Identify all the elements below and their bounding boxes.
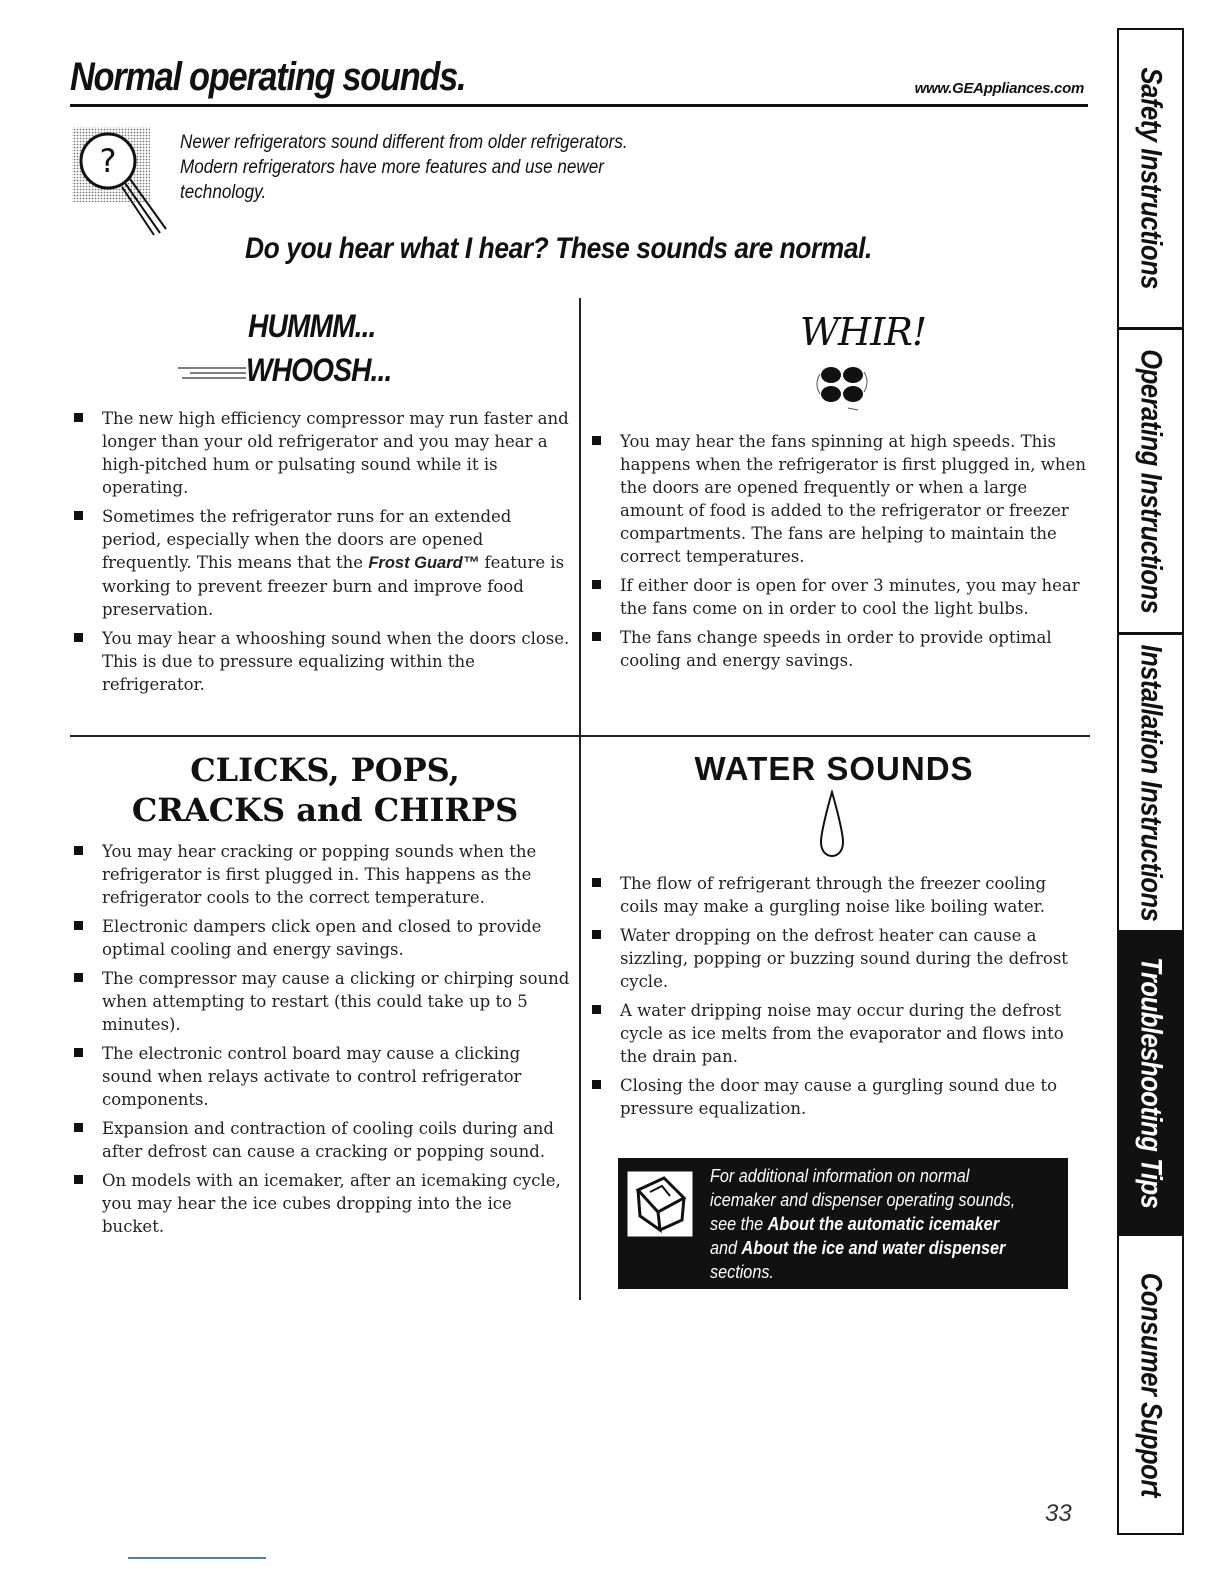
list-item: The new high efficiency compressor may run faster and longer than your old refrigerator and you may hear a high-pitched hum or pulsating sound while it is operating. [70, 407, 575, 499]
intro-line: Newer refrigerators sound different from older refrigerators. [180, 132, 628, 153]
list-item: Water dropping on the defrost heater can cause a sizzling, popping or buzzing sound during the defrost cycle. [588, 924, 1088, 993]
clicks-section [70, 840, 570, 1244]
info-note-box [618, 1158, 1068, 1289]
whoosh-title: WHOOSH... [246, 352, 392, 388]
tab-safety-instructions[interactable]: Safety Instructions [1119, 30, 1182, 330]
question-bubble-icon [70, 125, 180, 240]
water-section [588, 872, 1088, 1126]
list-item: The flow of refrigerant through the freezer cooling coils may make a gurgling noise like boiling water. [588, 872, 1088, 918]
list-item: Electronic dampers click open and closed to provide optimal cooling and energy savings. [70, 915, 570, 961]
water-drop-icon [818, 790, 846, 858]
subheading: Do you hear what I hear? These sounds are normal. [245, 232, 872, 265]
row-divider [70, 735, 1090, 737]
tab-installation-instructions[interactable]: Installation Instructions [1119, 635, 1182, 933]
icemaker-section-ref: About the automatic icemaker [767, 1214, 999, 1234]
list-item: You may hear a whooshing sound when the doors close. This is due to pressure equalizing within the refrigerator. [70, 627, 575, 696]
list-item: A water dripping noise may occur during the defrost cycle as ice melts from the evaporator and flows into the drain pan. [588, 999, 1088, 1068]
page-number: 33 [1045, 1500, 1072, 1527]
list-item: The compressor may cause a clicking or chirping sound when attempting to restart (this could take up to 5 minutes). [70, 967, 570, 1036]
intro-line: Modern refrigerators have more features and use newer [180, 157, 604, 178]
website-link[interactable]: www.GEAppliances.com [914, 80, 1084, 97]
intro-line: technology. [180, 182, 267, 203]
hum-title: HUMMM... [248, 308, 376, 344]
icemaker-icon [624, 1168, 696, 1240]
clicks-title: CLICKS, POPS, CRACKS and CHIRPS [131, 751, 519, 829]
dispenser-section-ref: About the ice and water dispenser [741, 1238, 1006, 1258]
list-item: Sometimes the refrigerator runs for an extended period, especially when the doors are opened frequently. This means that the Frost Guard™ feature is working to prevent freezer burn and improve food preservation. [70, 505, 575, 621]
footer-line [128, 1557, 266, 1559]
list-item: You may hear cracking or popping sounds when the refrigerator is first plugged in. This happens as the refrigerator cools to the correct temperature. [70, 840, 570, 909]
tab-consumer-support[interactable]: Consumer Support [1134, 1272, 1168, 1497]
tab-operating-instructions[interactable]: Operating Instructions [1119, 330, 1182, 635]
info-note-text: For additional information on normal icemaker and dispenser operating sounds, see the About the automatic icemaker and About the ice and water dispenser sections. [710, 1166, 1016, 1282]
svg-text:?: ? [99, 142, 117, 180]
whir-section [588, 430, 1088, 678]
water-sounds-title: WATER SOUNDS [694, 750, 974, 787]
intro-text [180, 130, 648, 205]
whir-title: WHIR! [800, 310, 927, 354]
hum-section [70, 407, 575, 702]
side-tab-nav [1117, 28, 1184, 1535]
header-divider [70, 104, 1088, 107]
whoosh-lines-icon [178, 365, 248, 379]
list-item: You may hear the fans spinning at high speeds. This happens when the refrigerator is first plugged in, when the doors are opened frequently or when a large amount of food is added to the refrigerator or freezer compartments. The fans are helping to maintain the correct temperatures. [588, 430, 1088, 568]
frost-guard-term: Frost Guard™ [368, 554, 480, 572]
list-item: The fans change speeds in order to provide optimal cooling and energy savings. [588, 626, 1088, 672]
list-item: The electronic control board may cause a clicking sound when relays activate to control refrigerator components. [70, 1042, 570, 1111]
list-item: On models with an icemaker, after an icemaking cycle, you may hear the ice cubes dropping into the ice bucket. [70, 1169, 570, 1238]
list-item: Expansion and contraction of cooling coils during and after defrost can cause a cracking or popping sound. [70, 1117, 570, 1163]
page-title: Normal operating sounds. [70, 55, 466, 99]
list-item: If either door is open for over 3 minutes, you may hear the fans come on in order to cool the light bulbs. [588, 574, 1088, 620]
list-item: Closing the door may cause a gurgling sound due to pressure equalization. [588, 1074, 1088, 1120]
fan-icon [808, 352, 878, 414]
tab-troubleshooting-tips[interactable]: Troubleshooting Tips [1119, 933, 1182, 1236]
